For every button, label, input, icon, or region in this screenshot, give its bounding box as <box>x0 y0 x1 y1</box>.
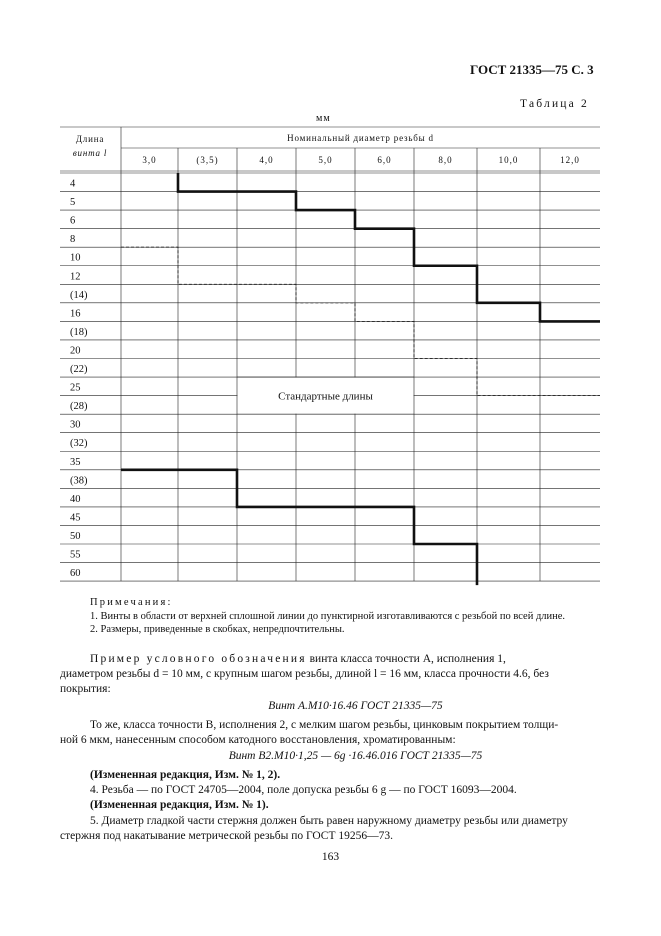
notes-block <box>90 596 565 637</box>
length-label-11: 25 <box>70 382 81 394</box>
diameter-label-1: (3,5) <box>196 155 219 165</box>
diameter-label-0: 3,0 <box>142 155 157 165</box>
example-line-3: покрытия: <box>60 683 111 695</box>
length-label-6: (14) <box>70 289 88 301</box>
designation-2: Винт В2.М10·1,25 — 6g ·16.46.016 ГОСТ 21335—75 <box>228 750 483 762</box>
diameter-label-2: 4,0 <box>259 155 274 165</box>
length-label-3: 8 <box>70 234 76 246</box>
length-label-12: (28) <box>70 401 88 413</box>
length-label-21: 60 <box>70 568 81 580</box>
length-header-line1: Длина <box>75 134 105 144</box>
table-units: мм <box>316 113 331 124</box>
length-label-16: (38) <box>70 475 88 487</box>
length-label-13: 30 <box>70 419 81 431</box>
para-2-line-1: То же, класса точности В, исполнения 2, с мелким шагом резьбы, цинковым покрытием толщи- <box>90 719 559 731</box>
diameter-label-6: 10,0 <box>498 155 519 165</box>
example-line-2: диаметром резьбы d = 10 мм, с крупным шагом резьбы, длиной l = 16 мм, класса прочности 4.6, без <box>60 668 549 680</box>
diameter-label-3: 5,0 <box>318 155 333 165</box>
example-text-1: винта класса точности А, исполнения 1, <box>306 653 506 665</box>
revision-note-1: (Измененная редакция, Изм. № 1, 2). <box>90 769 281 781</box>
length-label-1: 5 <box>70 197 76 209</box>
lower-boundary-line <box>121 470 477 585</box>
para-2-line-2: ной 6 мкм, нанесенным способом катодного восстановления, хроматированным: <box>60 734 456 746</box>
table-caption: Таблица 2 <box>520 98 589 110</box>
length-label-14: (32) <box>70 438 88 450</box>
length-label-15: 35 <box>70 456 81 468</box>
note-1: 1. Винты в области от верхней сплошной линии до пунктирной изготавливаются с резьбой по всей длине. <box>90 610 566 622</box>
item-5-line-2: стержня под накатывание метрической резьбы по ГОСТ 19256—73. <box>60 830 393 842</box>
diameter-header: Номинальный диаметр резьбы d <box>287 133 434 143</box>
length-label-4: 10 <box>70 252 81 264</box>
length-label-19: 50 <box>70 530 81 542</box>
item-4: 4. Резьба — по ГОСТ 24705—2004, поле допуска резьбы 6 g — по ГОСТ 16093—2004. <box>90 784 517 796</box>
standard-lengths-label: Стандартные длины <box>278 390 373 403</box>
length-label-7: 16 <box>70 308 81 320</box>
length-label-10: (22) <box>70 364 88 375</box>
length-label-2: 6 <box>70 215 76 227</box>
length-label-17: 40 <box>70 493 81 505</box>
item-5-line-1: 5. Диаметр гладкой части стержня должен быть равен наружному диаметру резьбы или диаметру <box>90 815 568 827</box>
revision-note-2: (Измененная редакция, Изм. № 1). <box>90 799 269 811</box>
length-label-20: 55 <box>70 549 81 561</box>
example-intro: Пример условного обозначения <box>90 653 307 665</box>
document-header-ref: ГОСТ 21335—75 С. 3 <box>470 62 594 77</box>
diameter-label-4: 6,0 <box>377 155 392 165</box>
length-label-0: 4 <box>70 178 76 190</box>
length-label-18: 45 <box>70 512 81 524</box>
page-number: 163 <box>321 851 340 863</box>
note-2: 2. Размеры, приведенные в скобках, непредпочтительны. <box>90 624 345 636</box>
length-label-9: 20 <box>70 345 81 357</box>
notes-title: Примечания: <box>90 597 173 608</box>
diameter-label-5: 8,0 <box>438 155 453 165</box>
length-label-8: (18) <box>70 326 88 338</box>
designation-1: Винт А.М10·16.46 ГОСТ 21335—75 <box>268 700 443 712</box>
example-line-1 <box>90 652 506 668</box>
length-header-line2: винта l <box>72 148 108 158</box>
length-label-5: 12 <box>70 271 81 283</box>
diameter-label-7: 12,0 <box>560 155 580 165</box>
